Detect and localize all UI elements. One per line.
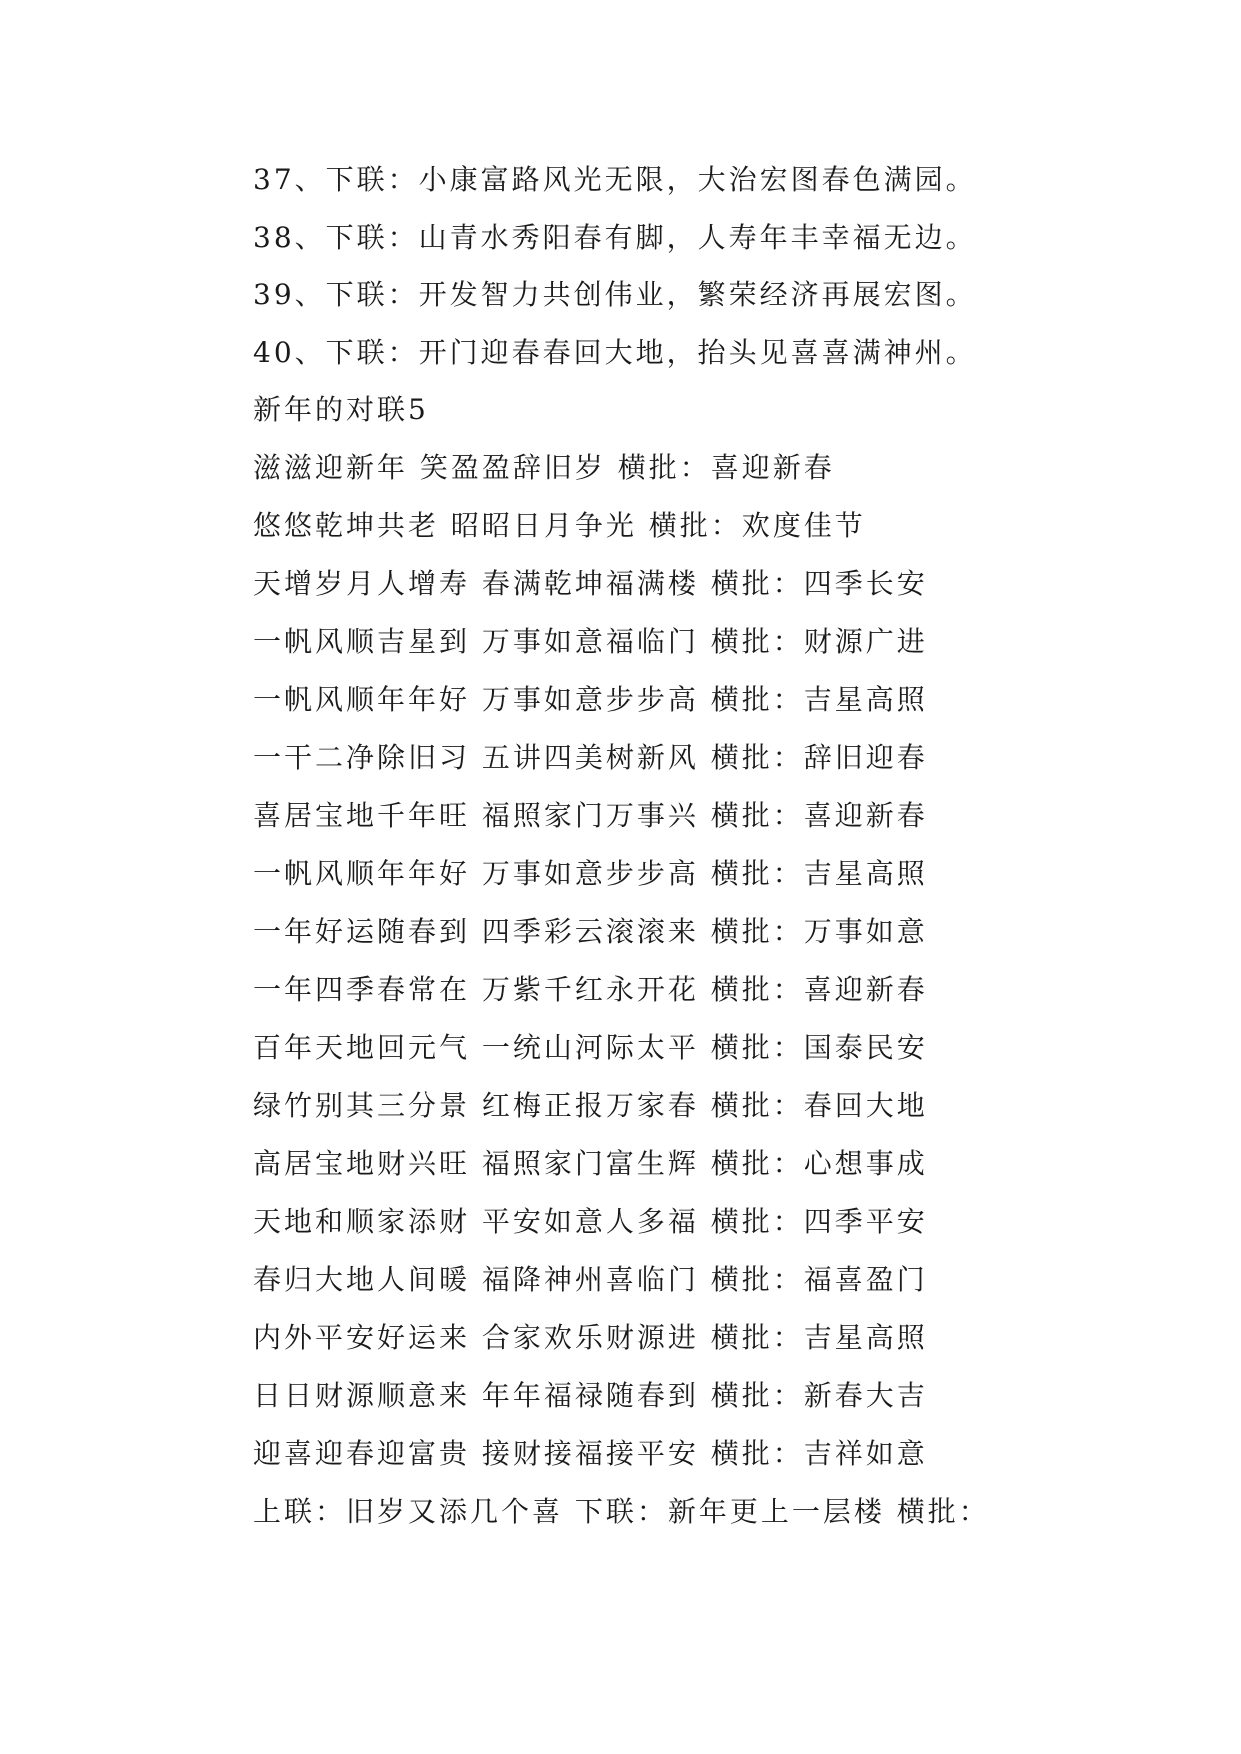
lower-couplet-line: 40、下联：开门迎春春回大地，抬头见喜喜满神州。: [253, 335, 977, 369]
couplet-line: 一帆风顺年年好 万事如意步步高 横批：吉星高照: [253, 856, 928, 890]
couplet-line: 绿竹别其三分景 红梅正报万家春 横批：春回大地: [253, 1088, 928, 1122]
lower-couplet-line: 37、下联：小康富路风光无限，大治宏图春色满园。: [253, 163, 977, 196]
lower-couplet-line: 39、下联：开发智力共创伟业，繁荣经济再展宏图。: [253, 278, 977, 311]
lower-couplet-list: [253, 160, 1213, 430]
couplet-line: 一帆风顺年年好 万事如意步步高 横批：吉星高照: [253, 682, 928, 716]
couplet-line: 喜居宝地千年旺 福照家门万事兴 横批：喜迎新春: [253, 798, 928, 832]
couplet-line: 春归大地人间暖 福降神州喜临门 横批：福喜盈门: [253, 1262, 928, 1296]
couplet-line: 悠悠乾坤共老 昭昭日月争光 横批：欢度佳节: [253, 508, 866, 542]
couplet-list: [253, 448, 1213, 1532]
couplet-line: 滋滋迎新年 笑盈盈辞旧岁 横批：喜迎新春: [253, 450, 835, 484]
section-heading: 新年的对联5: [253, 393, 429, 426]
couplet-line: 天增岁月人增寿 春满乾坤福满楼 横批：四季长安: [253, 566, 928, 600]
couplet-line: 一年好运随春到 四季彩云滚滚来 横批：万事如意: [253, 914, 928, 948]
couplet-line: 一帆风顺吉星到 万事如意福临门 横批：财源广进: [253, 624, 928, 658]
couplet-line: 一年四季春常在 万紫千红永开花 横批：喜迎新春: [253, 972, 928, 1006]
couplet-line: 高居宝地财兴旺 福照家门富生辉 横批：心想事成: [253, 1146, 928, 1180]
lower-couplet-line: 38、下联：山青水秀阳春有脚，人寿年丰幸福无边。: [253, 220, 977, 254]
document-body: [253, 160, 1213, 1550]
couplet-line: 迎喜迎春迎富贵 接财接福接平安 横批：吉祥如意: [253, 1436, 928, 1470]
couplet-line: 上联：旧岁又添几个喜 下联：新年更上一层楼 横批：: [253, 1494, 990, 1528]
couplet-line: 百年天地回元气 一统山河际太平 横批：国泰民安: [253, 1030, 928, 1064]
couplet-line: 内外平安好运来 合家欢乐财源进 横批：吉星高照: [253, 1320, 928, 1354]
couplet-line: 天地和顺家添财 平安如意人多福 横批：四季平安: [253, 1204, 928, 1238]
couplet-line: 一干二净除旧习 五讲四美树新风 横批：辞旧迎春: [253, 740, 928, 774]
couplet-line: 日日财源顺意来 年年福禄随春到 横批：新春大吉: [253, 1378, 928, 1412]
